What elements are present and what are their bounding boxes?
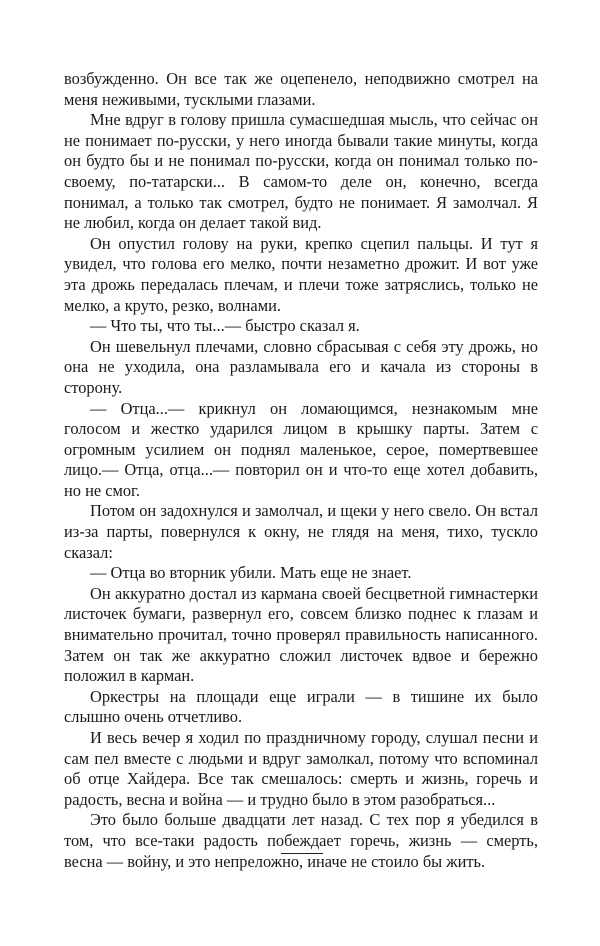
paragraph: — Отца...— крикнул он ломающимся, незнакомым мне голосом и жестко ударился лицом в крышку парты. Затем с огромным усилием он поднял маленькое, серое, помертвевшее лицо.— Отца, отца...— повторил он и что-то еще хотел добавить, но не смог. xyxy=(64,398,538,500)
paragraph: Это было больше двадцати лет назад. С тех пор я убедился в том, что все-таки радость побеждает горечь, жизнь — смерть, весна — войну, и это непреложно, иначе не стоило бы жить. xyxy=(64,810,538,871)
book-page-text xyxy=(64,69,538,872)
paragraph: — Отца во вторник убили. Мать еще не знает. xyxy=(90,563,412,583)
chapter-end-rule xyxy=(281,853,323,854)
paragraph: Мне вдруг в голову пришла сумасшедшая мысль, что сейчас он не понимает по-русски, у него иногда бывали такие минуты, когда он будто бы и не понимал по-русски, когда он понимал только по-своему, по-татарски... В самом-то деле он, конечно, всегда понимал, а только так смотрел, будто не понимает. Я замолчал. Я не любил, когда он делает такой вид. xyxy=(64,110,538,233)
paragraph: Он опустил голову на руки, крепко сцепил пальцы. И тут я увидел, что голова его мелко, почти незаметно дрожит. И вот уже эта дрожь передалась плечам, и плечи тоже затряслись, только не мелко, а круто, резко, волнами. xyxy=(64,233,538,315)
paragraph: — Что ты, что ты...— быстро сказал я. xyxy=(90,316,360,336)
paragraph: Он шевельнул плечами, словно сбрасывая с себя эту дрожь, но она не уходила, она разламывала его и качала из стороны в сторону. xyxy=(64,336,538,397)
paragraph: Оркестры на площади еще играли — в тишине их было слышно очень отчетливо. xyxy=(64,686,538,727)
paragraph: И весь вечер я ходил по праздничному городу, слушал песни и сам пел вместе с людьми и вдруг замолкал, потому что вспоминал об отце Хайдера. Все так смешалось: смерть и жизнь, горечь и радость, весна и война — и трудно было в этом разобраться... xyxy=(64,728,538,809)
paragraph: Потом он задохнулся и замолчал, и щеки у него свело. Он встал из-за парты, повернулся к окну, не глядя на меня, тихо, тускло сказал: xyxy=(64,501,538,562)
paragraph: Он аккуратно достал из кармана своей бесцветной гимнастерки листочек бумаги, развернул его, совсем близко поднес к глазам и внимательно прочитал, точно проверял правильность написанного. Затем он так же аккуратно сложил листочек вдвое и бережно положил в карман. xyxy=(64,583,538,686)
paragraph: возбужденно. Он все так же оцепенело, неподвижно смотрел на меня неживыми, тусклыми глазами. xyxy=(64,69,538,109)
